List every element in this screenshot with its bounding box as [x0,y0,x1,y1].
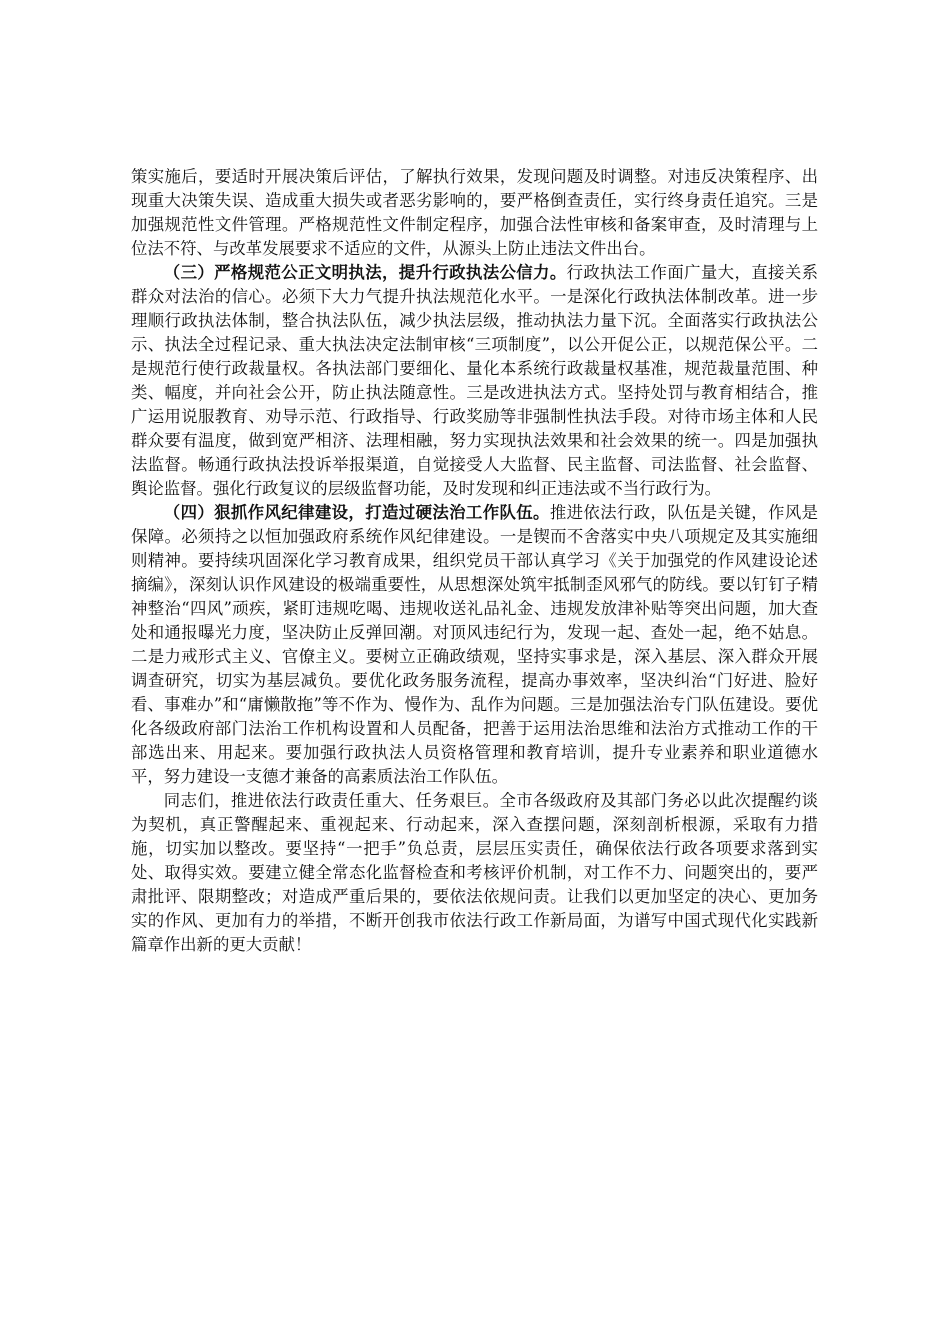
paragraph-text: 行政执法工作面广量大，直接关系群众对法治的信心。必须下大力气提升执法规范化水平。一是深化行政执法体制改革。进一步理顺行政执法体制，整合执法队伍，减少执法层级，推动执法力量下沉。全面落实行政执法公示、执法全过程记录、重大执法决定法制审核“三项制度”，以公开促公正，以规范保公平。二是规范行使行政裁量权。各执法部门要细化、量化本系统行政裁量权基准，规范裁量范围、种类、幅度，并向社会公开，防止执法随意性。三是改进执法方式。坚持处罚与教育相结合，推广运用说服教育、劝导示范、行政指导、行政奖励等非强制性执法手段。对待市场主体和人民群众要有温度，做到宽严相济、法理相融，努力实现执法效果和社会效果的统一。四是加强执法监督。畅通行政执法投诉举报渠道，自觉接受人大监督、民主监督、司法监督、社会监督、舆论监督。强化行政复议的层级监督功能，及时发现和纠正违法或不当行政行为。 [131,263,818,498]
paragraph-text: 推进依法行政，队伍是关键，作风是保障。必须持之以恒加强政府系统作风纪律建设。一是锲而不舍落实中央八项规定及其实施细则精神。要持续巩固深化学习教育成果，组织党员干部认真学习《关于加强党的作风建设论述摘编》，深刻认识作风建设的极端重要性，从思想深处筑牢抵制歪风邪气的防线。要以钉钉子精神整治“四风”顽疾，紧盯违规吃喝、违规收送礼品礼金、违规发放津补贴等突出问题，加大查处和通报曝光力度，坚决防止反弹回潮。对顶风违纪行为，发现一起、查处一起，绝不姑息。二是力戒形式主义、官僚主义。要树立正确政绩观，坚持实事求是，深入基层、深入群众开展调查研究，切实为基层减负。要优化政务服务流程，提高办事效率，坚决纠治“门好进、脸好看、事难办”和“庸懒散拖”等不作为、慢作为、乱作为问题。三是加强法治专门队伍建设。要优化各级政府部门法治工作机构设置和人员配备，把善于运用法治思维和法治方式推动工作的干部选出来、用起来。要加强行政执法人员资格管理和教育培训，提升专业素养和职业道德水平，努力建设一支德才兼备的高素质法治工作队伍。 [131,503,819,786]
paragraph-closing [131,789,818,957]
document-body [131,165,818,957]
paragraph-section-four [131,501,818,789]
section-heading: （四）狠抓作风纪律建设，打造过硬法治工作队伍。 [163,503,550,522]
paragraph-text: 同志们，推进依法行政责任重大、任务艰巨。全市各级政府及其部门务必以此次提醒约谈为契机，真正警醒起来、重视起来、行动起来，深入查摆问题，深刻剖析根源，采取有力措施，切实加以整改。要坚持“一把手”负总责，层层压实责任，确保依法行政各项要求落到实处、取得实效。要建立健全常态化监督检查和考核评价机制，对工作不力、问题突出的，要严肃批评、限期整改；对造成严重后果的，要依法依规问责。让我们以更加坚定的决心、更加务实的作风、更加有力的举措，不断开创我市依法行政工作新局面，为谱写中国式现代化实践新篇章作出新的更大贡献！ [131,791,818,954]
paragraph-text: 策实施后，要适时开展决策后评估，了解执行效果，发现问题及时调整。对违反决策程序、出现重大决策失误、造成重大损失或者恶劣影响的，要严格倒查责任，实行终身责任追究。三是加强规范性文件管理。严格规范性文件制定程序，加强合法性审核和备案审查，及时清理与上位法不符、与改革发展要求不适应的文件，从源头上防止违法文件出台。 [131,167,818,258]
section-heading: （三）严格规范公正文明执法，提升行政执法公信力。 [163,263,567,282]
paragraph-continuation [131,165,818,261]
paragraph-section-three [131,261,818,501]
